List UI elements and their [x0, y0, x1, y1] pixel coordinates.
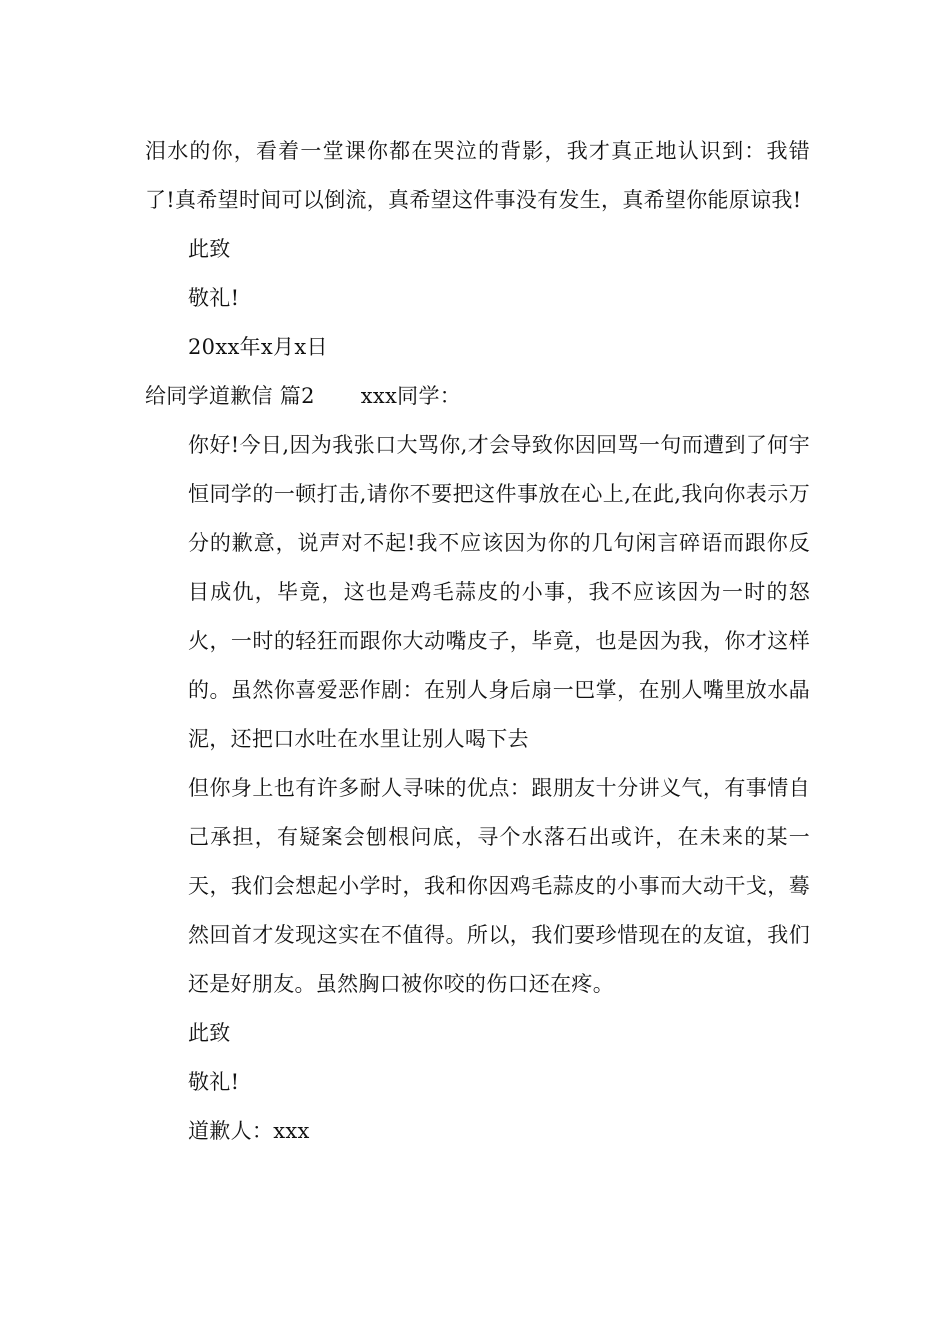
letter1-closing-jingli: 敬礼! — [188, 286, 240, 310]
letter2-title: 给同学道歉信 篇2 — [145, 384, 315, 408]
letter2-closing-cizhi: 此致 — [188, 1021, 231, 1045]
letter1-date: 20xx年x月x日 — [188, 335, 328, 359]
letter-content — [145, 127, 810, 1156]
letter1-body-tail: 泪水的你，看着一堂课你都在哭泣的背影，我才真正地认识到：我错了!真希望时间可以倒流，真希望这件事没有发生，真希望你能原谅我! — [145, 139, 810, 212]
letter2-paragraph-2: 但你身上也有许多耐人寻味的优点：跟朋友十分讲义气，有事情自己承担，有疑案会刨根问底，寻个水落石出或许，在未来的某一天，我们会想起小学时，我和你因鸡毛蒜皮的小事而大动干戈，蓦然回首才发现这实在不值得。所以，我们要珍惜现在的友谊，我们还是好朋友。虽然胸口被你咬的伤口还在疼。 — [188, 776, 810, 996]
letter2-closing-jingli: 敬礼! — [188, 1070, 240, 1094]
letter2-signature: 道歉人：xxx — [188, 1119, 310, 1143]
letter2-paragraph-1: 你好!今日,因为我张口大骂你,才会导致你因回骂一句而遭到了何宇恒同学的一顿打击,请你不要把这件事放在心上,在此,我向你表示万分的歉意，说声对不起!我不应该因为你的几句闲言碎语而跟你反目成仇，毕竟，这也是鸡毛蒜皮的小事，我不应该因为一时的怒火，一时的轻狂而跟你大动嘴皮子，毕竟，也是因为我，你才这样的。虽然你喜爱恶作剧：在别人身后扇一巴掌，在别人嘴里放水晶泥，还把口水吐在水里让别人喝下去 — [188, 433, 810, 751]
letter2-heading — [145, 372, 810, 421]
letter1-closing-cizhi: 此致 — [188, 237, 231, 261]
letter2-salutation: xxx同学： — [360, 384, 462, 408]
